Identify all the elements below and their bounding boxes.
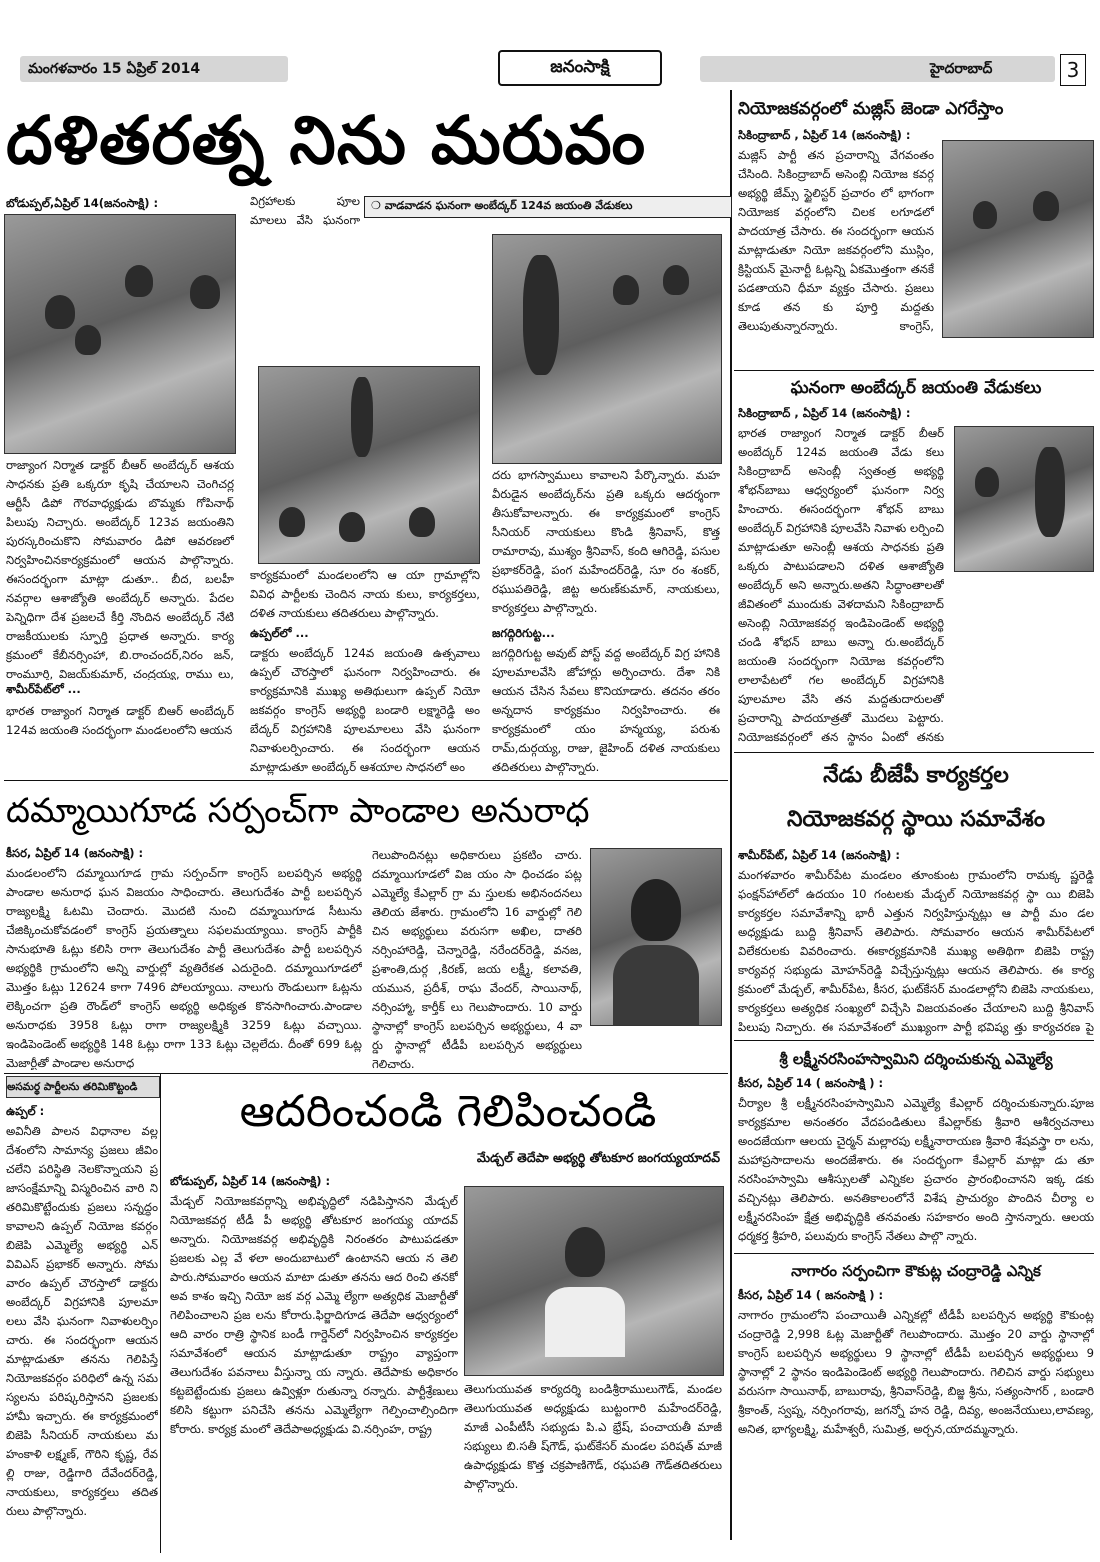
article-body: డాక్టరు అంబేద్కర్ 124వ జయంతి ఉత్సవాలు ఉప్పల్ చౌరస్తాలో ఘనంగా నిర్వహించారు. ఈ కార్యక్రమానికి ముఖ్య అతిథులుగా ఉప్పల్ నియో జకవర్గం కాంగ్రెస్ అభ్యర్థి బండారి లక్ష్మారెడ్డి అం బేద్కర్ విగ్రహానికి పూలమాలలు వేసి ఘనంగా నివాళులర్పించారు. ఈ సందర్భంగా ఆయన మాట్లాడుతూ అంబేద్కర్ ఆశయాల సాధనలో అం xyxy=(250,646,480,774)
article-dateline: సికింద్రాబాద్ , ఏప్రిల్ 14 (జనంసాక్షి) : xyxy=(738,128,911,142)
article-body: రాజ్యాంగ నిర్మాత డాక్టర్ బీఆర్ అంబేద్కర్ ఆశయ సాధనకు ప్రతి ఒక్కరూ కృషి చేయాలని చెంగిచర్ల ఆర్టీసీ డిపో గౌరవాధ్యక్షుడు బొమ్మకు గోపినాథ్ పిలుపు నిచ్చారు. అంబేద్కర్ 123వ జయంతిని పురస్కరించుకొని సోమవారం డిపో ఆవరణలో నిర్వహించినకార్యక్రమంలో ఆయన పాల్గొన్నారు. ఈసందర్భంగా మాట్లా డుతూ.. బీద, బలహీ నవర్గాల ఆశాజ్యోతి అంబేద్కర్ అన్నారు. పేదల పెన్నిధిగా దేశ ప్రజలచే కీర్తి నొందిన అంబేద్కర్ నేటి రాజకీయులకు స్ఫూర్తి ప్రధాత అన్నారు. కార్య క్రమంలో కేబీనర్సింహా, బి.రాంచందర్,నిరం జన్, రాంమూర్తి, విజయ్‌కుమార్, చంద్రయ్య, రాము లు, xyxy=(6,458,234,680)
article-body: అవినీతి పాలన విధానాల వల్ల దేశంలోని సామాన్య ప్రజలు జీవిం చలేని పరిస్థితి నెలకొన్నాయని ప్ర జాసంక్షేమాన్ని విస్మరించిన వారి ని తరిమికొట్టేందుకు ప్రజలు సన్నద్ధం కావాలని ఉప్పల్ నియోజ కవర్గం బిజెపి ఎమ్మెల్యే అభ్యర్థి ఎన్ వివిఎస్ ప్రభాకర్ అన్నారు. సోమ వారం ఉప్పల్ చౌరస్తాలో డాక్టరు అంబేద్కర్ విగ్రహానికి పూలమా లలు వేసి ఘనంగా నివాళులర్పిం చారు. ఈ సందర్భంగా ఆయన మాట్లాడుతూ తనను గెలిపిస్తే నియోజకవర్గం పరిధిలో ఉన్న సమ స్యలను పరిష్కరిస్తానని ప్రజలకు హామీ ఇచ్చారు. ఈ కార్యక్రమంలో బిజెపి సీనియర్ నాయకులు మ హంకాళి లక్ష్మణ్, గౌరిని కృష్ణ, రేవ ల్లి రాజు, రెడ్డిగారి దేవేందర్‌రెడ్డి, నాయకులు, కార్యకర్తలు తదిత రులు పాల్గొన్నారు. xyxy=(6,1124,158,1518)
article-dateline: బోడుప్పల్,ఏప్రిల్ 14(జనంసాక్షి) : xyxy=(6,196,159,210)
article-headline-majlis: నియోజకవర్గంలో మజ్లిస్ జెండా ఎగరేస్తాం xyxy=(738,99,1004,119)
article-dateline: ఉప్పల్ : xyxy=(6,1104,45,1118)
article-headline-dammaiguda: దమ్మాయిగూడ సర్పంచ్‌గా పాండాల అనురాధ xyxy=(6,791,590,831)
article-headline-nagaram: నాగారం సర్పంచిగా కౌకుట్ల చంద్రారెడ్డి ఎన్నిక xyxy=(791,1262,1041,1280)
photo-shobhan-babu-statue xyxy=(954,426,1094,572)
column-rule xyxy=(160,1073,161,1553)
article-subheading: మేడ్చల్ తెదేపా అభ్యర్థి తోటకూర జంగయ్యయాదవ్ xyxy=(476,1150,720,1165)
page-number: 3 xyxy=(1060,54,1086,86)
photo-candidate-speech xyxy=(464,1186,724,1376)
header-city: హైదరాబాద్ xyxy=(700,56,1055,82)
photo-ambedkar-statue-crowd xyxy=(258,366,480,564)
article-body: మేడ్చల్ నియోజకవర్గాన్ని అభివృద్ధిలో నడిపిస్తానని మేడ్చల్ నియోజకవర్గ టీడీ పీ అభ్యర్థి తోటకూర జంగయ్య యాదవ్ అన్నారు. నియోజకవర్గ అభివృద్ధికి నిరంతరం పాటుపడతూ ప్రజలకు ఎల్ల వే ళలా అందుబాటులో ఉంటానని ఆయ న తెలి పారు.సోమవారం ఆయన మాటా డుతూ తనను ఆద రించి తనకో అవ కాశం ఇచ్చి నియో జక వర్గ ఎమ్మె ల్యేగా అత్యధిక మెజార్టీతో గెలిపించాలని ప్రజ లను కోరారు.ఫిర్జాదిగూడ తెదేపా ఆధ్వర్యంలో ఆది వారం రాత్రి స్థానిక బండీ గార్డెన్‌లో నిర్వహించిన కార్యకర్తల సమావేశంలో ఆయన మాట్లాడుతూ రాష్ట్రం వ్యాప్తంగా తెలుగుదేశం పవనాలు వీస్తున్నా య న్నారు. తెదేపాకు అధికారం కట్టబెట్టేందుకు ప్రజలు ఉవ్విళ్లూ రుతున్నా రన్నారు. పార్టీశ్రేణులు కలిసి కట్టుగా పనిచేసి తనను ఎమ్మెల్యేగా గెల్పించాల్సిందిగా కోరారు. కార్యక్ర మంలో తెదేపాఅధ్యక్షుడు వి.నర్సింహ, రాష్ట్ర xyxy=(170,1194,458,1436)
photo-anuradha-portrait xyxy=(590,848,722,1026)
section-rule xyxy=(734,752,1094,753)
photo-ambedkar-tribute-group xyxy=(4,214,236,454)
article-body: చీర్యాల శ్రీ లక్ష్మీనరసింహస్వామిని ఎమ్మెల్యే కేఎల్లార్ దర్శించుకున్నారు.పూజ కార్యక్రమాల అనంతరం వేదపండితులు కేఎల్లార్‌కు శ్రీవారి ఆశీర్వచనాలు అందజేయగా ఆలయ చైర్మన్ మల్లారపు లక్ష్మీనారాయణ శ్రీవారి శేషవస్త్రా రా లను, మహాప్రసాదాలను అందజేశారు. ఈ సందర్భంగా కేఎల్లార్ మాట్లా డు తూ నరసింహస్వామి ఆశీస్సులతో ఎన్నికల ప్రచారం ప్రారంభించానని ఇక్క డకు వచ్చినట్లు తెలిపారు. అనతికాలంలోనే విశేష ప్రాచుర్యం పొందిన చీర్యా ల లక్ష్మీనరసింహ క్షేత్ర అభివృద్ధికి తనవంతు సహకారం అంది స్తానన్నారు. ఆలయ ధర్మకర్త శ్రీహరి, పలువురు కాంగ్రెస్ నేతలు పాల్గొ న్నారు. xyxy=(738,1096,1094,1243)
bullet-icon: ❍ xyxy=(371,199,385,212)
article-headline-jayanti: ఘనంగా అంబేద్కర్ జయంతి వేడుకలు xyxy=(790,378,1042,398)
section-rule xyxy=(4,780,728,781)
photo-ambedkar-statue-garland xyxy=(492,234,722,464)
section-rule xyxy=(734,370,1094,371)
article-dateline: సికింద్రాబాద్ , ఏప్రిల్ 14 (జనంసాక్షి) : xyxy=(738,406,911,420)
article-headline-adarinchandi: ఆదరించండి గెలిపించండి xyxy=(239,1086,657,1137)
column-rule xyxy=(730,90,732,1540)
article-headline-bjp-line2: నియోజకవర్గ స్థాయి సమావేశం xyxy=(786,807,1046,832)
article-headline-lakshmi-narasimha: శ్రీ లక్ష్మీనరసింహస్వామిని దర్శించుకున్న ఎమ్మెల్యే xyxy=(779,1050,1053,1068)
article-headline-box: అసమర్థ పార్టీలను తరిమికొట్టండి xyxy=(6,1076,160,1098)
subhead-shamirpet: శామీర్‌పేట్‌లో ... xyxy=(6,682,81,696)
article-body: కార్యక్రమంలో మండలంలోని ఆ యా గ్రామాల్లోని వివిధ పార్టీలకు చెందిన నాయ కులు, కార్యకర్తలు, దళిత నాయకులు తదితరులు పాల్గొన్నారు. xyxy=(250,568,480,620)
article-body: భారత రాజ్యాంగ నిర్మాత డాక్టర్ బిఆర్ అంబేద్కర్ 124వ జయంతి సందర్భంగా మండలంలోని ఆయన xyxy=(6,704,234,737)
article-body: దరు భాగస్వాములు కావాలని పేర్కొన్నారు. మహ వీరుడైన అంబేద్కర్‌ను ప్రతి ఒక్కరు ఆదర్శంగా తీసుకోవాలన్నారు. ఈ కార్యక్రమంలో కాంగ్రెస్ సీనియర్ నాయకులు కొండి శ్రీనివాస్, కొత్త రామారావు, ముశ్యం శ్రీనివాస్, కంది ఆగిరెడ్డి, పసుల ప్రభాకర్‌రెడ్డి, పంగ మహేందర్‌రెడ్డి, సూ రం శంకర్, రఘుపతిరెడ్డి, జిట్ట అరుణ్‌కుమార్, నాయకులు, కార్యకర్తలు పాల్గొన్నారు. xyxy=(492,468,720,615)
article-dateline: కీసర, ఏప్రిల్ 14 ( జనంసాక్షి ) : xyxy=(738,1076,884,1090)
article-body: తెలుగుయువత కార్యదర్శి బండిశ్రీరాములుగౌడ్, మండల తెలుగుయువత అధ్యక్షుడు బుట్టంగారి మహేందర్‌రెడ్డి, మాజీ ఎంపీటీసీ సభ్యుడు పి.ఎ భ్రేష్, పంచాయతీ మాజీ సభ్యులు బి.సతీ ష్‌గౌడ్, ఘట్‌కేసర్ మండల పరిషత్ మాజీ ఉపాధ్యక్షుడు కొత్త చక్రపాణిగౌడ్, రఘపతి గౌడ్‌తదితరులు పాల్గొన్నారు. xyxy=(464,1382,722,1491)
article-body: మజ్లిస్ పార్టీ తన ప్రచారాన్ని వేగవంతం చేసింది. సికింద్రాబాద్ అసెంబ్లి నియోజ కవర్గ అభ్యర్థి జేమ్స్ స్టైలిస్టర్ ప్రచారం లో భాగంగా నియోజక వర్గంలోని చిలక లగూడలో పాదయాత్ర చేసారు. ఈ సందర్భంగా ఆయన మాట్లాడుతూ నియో జకవర్గంలోని ముస్లిం, క్రిస్టియన్ మైనార్టీ ఓట్లన్ని ఏకమొత్తంగా తనకే పడతాయని ధీమా వ్యక్తం చేసారు. ప్రజలు కూడ తన కు పూర్తి మద్దతు తెలుపుతున్నారన్నారు. కాంగ్రెస్, xyxy=(738,148,934,333)
masthead-logo: జనంసాక్షి xyxy=(498,50,662,86)
article-headline-bjp: నేడు బీజేపీ కార్యకర్తల xyxy=(823,763,1009,788)
article-body-continued xyxy=(250,232,480,362)
article-body: విగ్రహాలకు పూల మాలలు వేసి ఘనంగా xyxy=(250,194,360,227)
article-headline-main: దళితరత్న నిను మరువం xyxy=(6,101,647,179)
page-header xyxy=(20,56,1078,86)
article-dateline: కీసర, ఏప్రిల్ 14 ( జనంసాక్షి ) : xyxy=(738,1288,884,1302)
article-body: నాగారం గ్రామంలోని పంచాయితీ ఎన్నికల్లో టీడీపీ బలపర్చిన అభ్యర్థి కౌకుంట్ల చంద్రారెడ్డి 2,998 ఓట్ల మెజార్టీతో గెలుపొందారు. మొత్తం 20 వార్డు స్థానాల్లో కాంగ్రెస్ బలపర్చిన అభ్యర్థులు 9 స్థానాల్లో టీడీపీ బలపర్చిన అభ్యర్థులు 9 స్థానాల్లో 2 స్థానం ఇండిపెండెంట్ అభ్యర్థి గెలుపొందారు. గెలిచిన వార్డు సభ్యులు వరుసగా సాయినాథ్, బాబురావు, శ్రీనివాస్‌రెడ్డి, బిజ్జ శ్రీను, సత్యంసాగర్ , బండారి శ్రీకాంత్, స్వప్న, నర్సింగరావు, జగన్నో హన రెడ్డి, దివ్య, అంజనేయులు,లావణ్య, అనిత, భాగ్యలక్ష్మి, మహేశ్వరీ, సుమిత్ర, అర్చన,యాదమ్మన్నారు. xyxy=(738,1308,1094,1436)
article-body: భారత రాజ్యాంగ నిర్మాత డాక్టర్ బీఆర్ అంబేద్కర్ 124వ జయంతి వేడు కలు సికింద్రాబాద్ అసెంబ్లీ స్వతంత్ర అభ్యర్థి శోభన్‌బాబు ఆధ్వర్యంలో ఘనంగా నిర్వ హించారు. ఈసందర్భంగా శోభన్ బాబు అంబేద్కర్ విగ్రహానికి పూలవేసి నివాళు లర్పించి మాట్లాడుతూ అసెంబ్లీ ఆశయ సాధనకు ప్రతి ఒక్కరు పాటుపడాలని దళిత ఆశాజ్యోతి అంబేద్కర్ అని అన్నారు.అతని సిద్ధాంతాలతో జీవితంలో ముందుకు వెళదామని సికింద్రాబాద్ అసెంబ్లి నియోజకవర్గ ఇండిపెండెంట్ అభ్యర్థి చండి శోభన్ బాబు అన్నా రు.అంబేద్కర్ జయంతి సందర్భంగా నియోజ కవర్గంలోని లాలాపేటలో గల అంబేద్కర్ విగ్రహానికి పూలమాల వేసి తన మద్దతుదారులతో ప్రచారాన్ని పాదయాత్రతో మొదలు పెట్టారు. నియోజకవర్గంలో తన స్థానం ఏంటో తనకు xyxy=(738,426,944,744)
subhead-jagadgirigutta: జగద్గిరిగుట్ట... xyxy=(492,626,555,640)
article-body: మండలంలోని దమ్మాయిగూడ గ్రామ సర్పంచ్‌గా కాంగ్రెస్ బలపర్చిన అభ్యర్థి పాండాల అనురాధ ఘన విజయం సాధించారు. తెలుగుదేశం పార్టీ బలపర్చిన రాజ్యలక్ష్మి ఓటమి చెందారు. మొదటి నుంచి దమ్మాయిగూడ సీటును చేజిక్కించుకోవడంలో కాంగ్రెస్ ప్రయత్నాలు సఫలమయ్యాయి. కాంగ్రెస్ పార్టీకి సానుభూతి ఓట్లు కలిసి రాగా తెలుగుదేశం పార్టీ తెలుగుదేశం పార్టీ బలపర్చిన అభ్యర్థికి గ్రామంలోని అన్ని వార్డుల్లో వ్యతిరేకత ఎదురైంది. దమ్మాయిగూడలో మొత్తం ఓట్లు 12624 కాగా 7496 పోలయ్యాయి. నాలుగు రౌండులుగా ఓట్లను లెక్కించగా ప్రతి రౌండ్‌లో కాంగ్రెస్ అభ్యర్థి అధిక్యత కొనసాగించారు.పాండాల అనురాధకు 3958 ఓట్లు రాగా రాజ్యలక్ష్మికి 3259 ఓట్లు వచ్చాయి. ఇండిపెండెంట్ అభ్యర్థికి 148 ఓట్లు రాగా 133 ఓట్లు చెల్లలేదు. దీంతో 699 ఓట్ల మెజార్టీతో పాండాల అనురాధ xyxy=(6,866,362,1070)
section-rule xyxy=(734,1253,1094,1254)
section-rule xyxy=(4,1073,728,1074)
subhead-uppal: ఉప్పల్‌లో ... xyxy=(250,626,309,640)
section-rule xyxy=(734,1040,1094,1041)
article-body: మంగళవారం శామీర్‌పేట మండలం తూంకుంట గ్రామంలోని రామక్క ష్ణరెడ్డి ఫంక్షన్‌హాల్‌లో ఉదయం 10 గంటలకు మేడ్చల్ నియోజకవర్గ స్థా యి బిజెపి కార్యకర్తల సమావేశాన్ని భారీ ఎత్తున నిర్వహిస్తున్నట్లు ఆ పార్టీ మం డల అధ్యక్షుడు బుద్ది శ్రీనివాస్ తెలిపారు. సోమవారం ఆయన శామీర్‌పేటలో విలేకరులకు వివరించారు. ఈకార్యక్రమానికి ముఖ్య అతిథిగా బిజెపి రాష్ట్ర కార్యవర్గ సభ్యుడు మోహన్‌రెడ్డి విచ్చేస్తున్నట్లు ఆయన తెలిపారు. ఈ కార్య క్రమంలో మేడ్చల్, శామీర్‌పేట, కీసర, ఘట్‌కేసర్ మండలాల్లోని బిజెపి నాయకులు, కార్యకర్తలు అత్యధిక సంఖ్యలో విచ్చేసి విజయవంతం చేయాలని బుద్ది శ్రీనివాస్ పిలుపు నిచ్చారు. ఈ సమావేశంలో ముఖ్యంగా పార్టీ భవిష్య త్తు కార్యచరణ పై xyxy=(738,868,1094,1034)
article-dateline: శామీర్‌పేట్, ఏప్రిల్ 14 (జనంసాక్షి) : xyxy=(738,848,900,862)
header-date: మంగళవారం 15 ఏప్రిల్ 2014 xyxy=(20,56,288,82)
article-subheading: ❍ వాడవాడన ఘనంగా అంబేద్కర్ 124వ జయంతి వేడుకలు xyxy=(364,196,732,218)
article-body: గెలుపొందినట్లు అధికారులు ప్రకటిం చారు. దమ్మాయిగూడలో విజ యం సా ధించడం పట్ల ఎమ్మెల్యే కేఎల్లార్ గ్రా మ స్తులకు అభినందనలు తెలియ జేశారు. గ్రామంలోని 16 వార్డుల్లో గెలి చిన అభ్యర్థులు వరుసగా అఖిల, దాతరి నర్సింహారెడ్డి, చెన్నారెడ్డి, నరేందర్‌రెడ్డి, వనజ, ప్రశాంతి,దుర్గ ,కిరణ్, జయ లక్ష్మీ, కలావతి, యమున, ప్రదీశ్, రాఘ వేందర్, సాయినాథ్, నర్సింహ్మా, కార్తీక్ లు గెలుపొందారు. 10 వార్డు స్థానాల్లో కాంగ్రెస్ బలపర్చిన అభ్యర్థులు, 4 వా ర్డు స్థానాల్లో టీడీపీ బలపర్చిన అభ్యర్థులు గెలిచారు. xyxy=(372,848,582,1070)
article-dateline: బోడుప్పల్, ఏప్రిల్ 14 (జనంసాక్షి) : xyxy=(170,1174,331,1188)
article-body: జగద్గిరిగుట్ట అవుట్ పోస్ట్ వద్ద అంబేద్కర్ విగ్ర హానికి పూలమాలవేసి జోహార్లు అర్పించారు. దేశా నికి ఆయన చేసిన సేవలు కొనియాడారు. తదనం తరం అన్నదాన కార్యక్రమం నిర్వహించారు. ఈ కార్యక్రమంలో యం హన్మయ్య, పరుశు రామ్,దుర్గయ్య, రాజు, జైహింద్ దళిత నాయకులు తదితరులు పాల్గొన్నారు. xyxy=(492,646,720,774)
article-dateline: కీసర, ఏప్రిల్ 14 (జనంసాక్షి) : xyxy=(6,846,144,860)
photo-majlis-padayatra xyxy=(942,140,1094,338)
